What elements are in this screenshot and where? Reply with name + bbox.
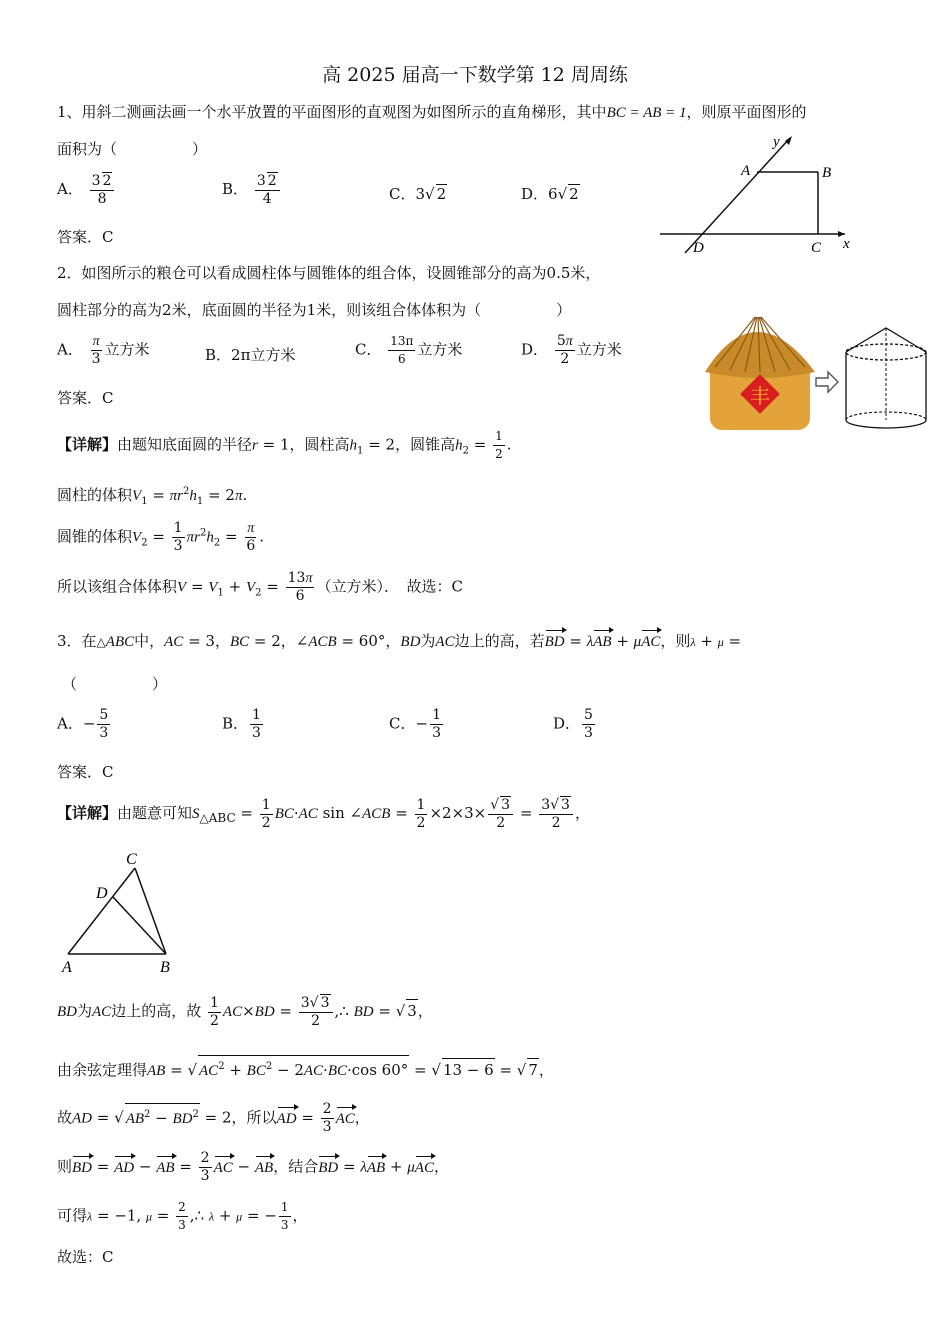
q2-granary-figure bbox=[700, 312, 930, 437]
q1-trapezoid-figure bbox=[655, 128, 860, 258]
q2-detail-line3: 圆锥的体积$V_2$ = $\frac{1}{3}$ $\pi r^2h_2$ = $\frac{\pi}{6}$ . bbox=[57, 520, 265, 554]
q1-option-a: A． $\frac{3 2}{8}$ bbox=[57, 172, 116, 208]
q1-line2: 面积为（ ） bbox=[57, 140, 208, 158]
q1-option-b: B． $\frac{3 2}{4}$ bbox=[222, 172, 282, 208]
label-d: D bbox=[693, 240, 704, 256]
q1-option-c: C．3√ 2 bbox=[389, 185, 447, 203]
side-cb bbox=[135, 868, 166, 954]
q1-option-d: D．6√ 2 bbox=[521, 185, 579, 203]
q3-option-b: B． $\frac{1}{3}$ bbox=[222, 707, 261, 741]
segment-bd bbox=[113, 897, 166, 954]
label-y: y bbox=[773, 134, 780, 150]
q3-final: 故选：C bbox=[57, 1248, 114, 1266]
q1-line1: 1、用斜二测画法画一个水平放置的平面图形的直观图为如图所示的直角梯形，其中BC = AB = 1，则原平面图形的 bbox=[57, 103, 807, 121]
q3-detail-line4: 故AD = √ $AB^2 - BD^2 = 2$，所以AD = $\frac{2}{3}$ AC， bbox=[57, 1101, 370, 1135]
q3-detail-line2: BD为AC边上的高，故 $\frac{1}{2}$ AC×BD = $\frac{3√ 3}{2}$ ,∴ BD = √ 3， bbox=[57, 994, 433, 1029]
q2-option-c: C． $\frac{13\pi}{6}$ 立方米 bbox=[355, 334, 463, 366]
q3-detail-line5: 则BD = AD − AB = $\frac{2}{3}$ AC − AB，结合BD = λAB + μAC， bbox=[57, 1150, 449, 1184]
q3-paren: （ ） bbox=[62, 675, 168, 693]
label-a: A bbox=[62, 959, 72, 976]
y-axis bbox=[685, 138, 790, 253]
q1-answer: 答案．C bbox=[57, 228, 114, 246]
label-b: B bbox=[822, 165, 832, 181]
q3-option-c: C．− $\frac{1}{3}$ bbox=[389, 707, 441, 741]
side-ac bbox=[68, 868, 135, 954]
label-a: A bbox=[741, 163, 751, 179]
q2-option-b: B．2π立方米 bbox=[205, 346, 296, 364]
label-c: C bbox=[811, 240, 822, 256]
label-c: C bbox=[126, 851, 137, 868]
q3-option-d: D． $\frac{5}{3}$ bbox=[553, 707, 593, 741]
label-d: D bbox=[96, 885, 108, 902]
label-b: B bbox=[160, 959, 170, 976]
q2-line1: 2．如图所示的粮仓可以看成圆柱体与圆锥体的组合体，设圆锥部分的高为0.5米， bbox=[57, 264, 601, 282]
q2-answer: 答案．C bbox=[57, 389, 114, 407]
q2-line2: 圆柱部分的高为2米，底面圆的半径为1米，则该组合体体积为（ ） bbox=[57, 301, 572, 319]
q3-detail-line1: 【详解】由题意可知$S_{\triangle ABC}$ = $\frac{1}{2}$ BC·AC sin ∠ACB = $\frac{1}{2}$ ×2×3× $\frac{√ 3}{2}$ = $\frac{3√ 3}{2}$ ， bbox=[57, 796, 590, 831]
q3-detail-line3: 由余弦定理得AB = √ $AC^2 + BC^2 - 2AC\cdot BC\cdot\cos$ 60° = √ 13 − 6 = √ 7， bbox=[57, 1055, 554, 1082]
q2-detail-line2: 圆柱的体积$V_1 = \pi r^2h_1 = 2\pi$. bbox=[57, 486, 248, 507]
q2-option-a: A． $\frac{\pi}{3}$ 立方米 bbox=[57, 334, 150, 367]
q2-detail-line4: 所以该组合体体积$V = V_1 + V_2$ = $\frac{13\pi}{6}$ （立方米）． 故选：C bbox=[57, 570, 463, 604]
page-title: 高 2025 届高一下数学第 12 周周练 bbox=[322, 64, 628, 86]
q2-option-d: D． $\frac{5\pi}{2}$ 立方米 bbox=[521, 333, 622, 367]
q3-option-a: A．− $\frac{5}{3}$ bbox=[57, 707, 109, 741]
q2-detail-line1: 【详解】由题知底面圆的半径r = 1，圆柱高$h_1 = 2$，圆锥高$h_2$ = $\frac{1}{2}$ . bbox=[57, 429, 512, 461]
q3-answer: 答案．C bbox=[57, 763, 114, 781]
q3-detail-line6: 可得λ = −1, μ = $\frac{2}{3}$ ,∴ λ + μ = − $\frac{1}{3}$ ， bbox=[57, 1200, 308, 1232]
label-x: x bbox=[843, 236, 850, 252]
q3-line1: 3．在△ABC中，AC = 3，BC = 2，∠ACB = 60°，BD为AC边上的高，若BD = λAB + μAC，则λ + μ = bbox=[57, 630, 741, 653]
q3-triangle-figure bbox=[58, 848, 188, 976]
granary-char: 丰 bbox=[750, 384, 770, 408]
arrow-icon bbox=[816, 372, 838, 392]
